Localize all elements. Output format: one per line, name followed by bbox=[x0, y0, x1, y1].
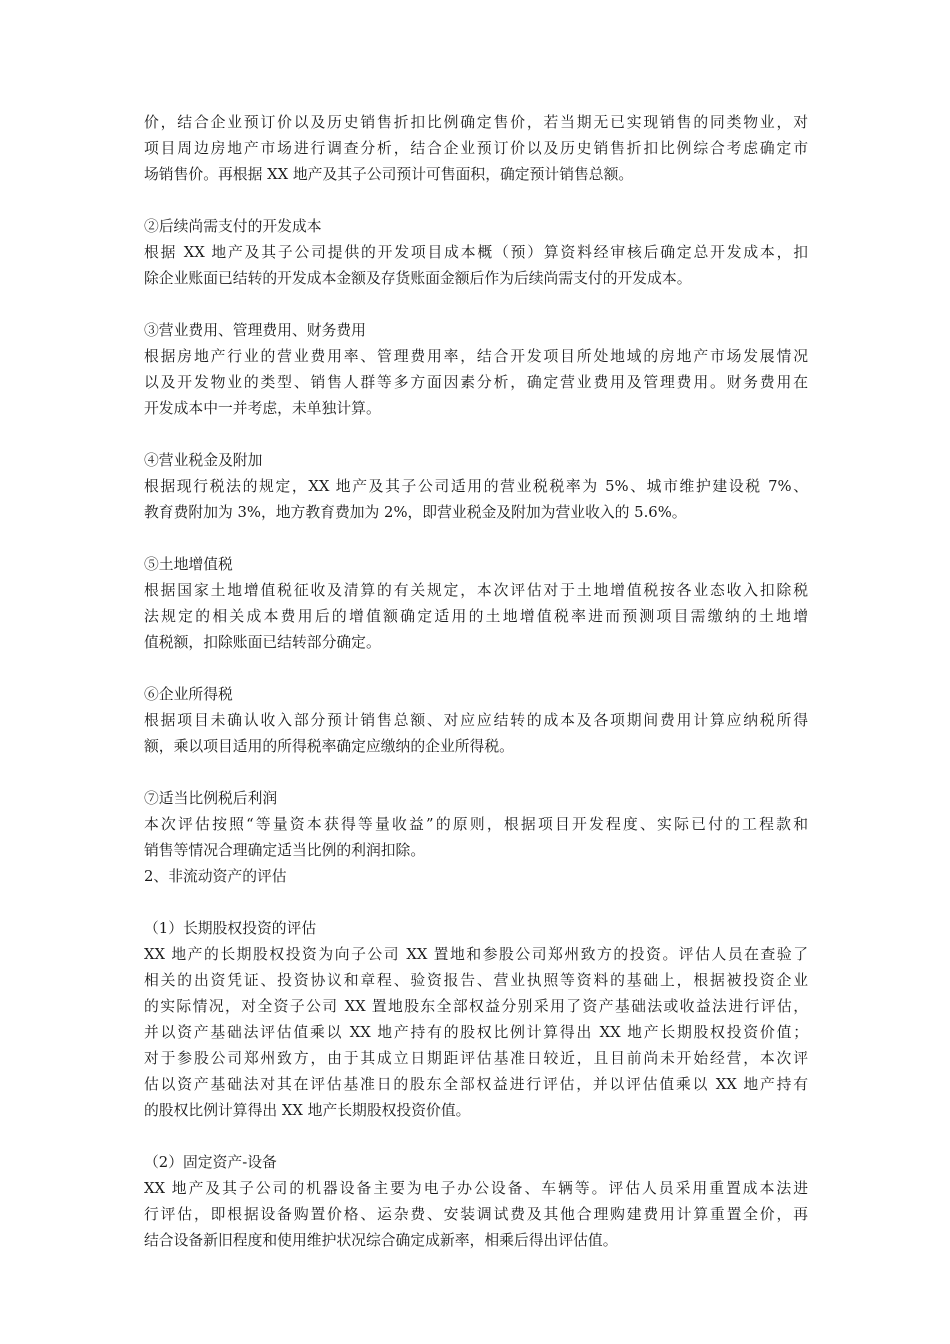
text-line: 的实际情况，对全资子公司 XX 置地股东全部权益分别采用了资产基础法或收益法进行评估， bbox=[144, 998, 808, 1015]
text-line: 以及开发物业的类型、销售人群等多方面因素分析，确定营业费用及管理费用。财务费用在 bbox=[144, 374, 808, 391]
section-heading: ⑤土地增值税 bbox=[144, 556, 233, 573]
text-line: 除企业账面已结转的开发成本金额及存货账面金额后作为后续尚需支付的开发成本。 bbox=[144, 270, 692, 287]
text-line: 值税额，扣除账面已结转部分确定。 bbox=[144, 634, 381, 651]
text-line: 本次评估按照“等量资本获得等量收益”的原则，根据项目开发程度、实际已付的工程款和 bbox=[144, 816, 808, 833]
paragraph bbox=[144, 344, 808, 422]
paragraph bbox=[144, 578, 808, 656]
paragraph bbox=[144, 474, 808, 526]
document-page bbox=[144, 110, 808, 1254]
section-heading: ④营业税金及附加 bbox=[144, 452, 263, 469]
text-line: 法规定的相关成本费用后的增值额确定适用的土地增值税率进而预测项目需缴纳的土地增 bbox=[144, 608, 808, 625]
text-line: 根据房地产行业的营业费用率、管理费用率，结合开发项目所处地域的房地产市场发展情况 bbox=[144, 348, 808, 365]
subsection-heading: （1）长期股权投资的评估 bbox=[144, 920, 317, 937]
text-line: 教育费附加为 3%，地方教育费加为 2%，即营业税金及附加为营业收入的 5.6%。 bbox=[144, 504, 687, 521]
section-heading: ⑥企业所得税 bbox=[144, 686, 233, 703]
text-line: 行评估，即根据设备购置价格、运杂费、安装调试费及其他合理购建费用计算重置全价，再 bbox=[144, 1206, 808, 1223]
text-line: 结合设备新旧程度和使用维护状况综合确定成新率，相乘后得出评估值。 bbox=[144, 1232, 618, 1249]
text-line: 根据 XX 地产及其子公司提供的开发项目成本概（预）算资料经审核后确定总开发成本，扣 bbox=[144, 244, 808, 261]
text-line: 对于参股公司郑州致方，由于其成立日期距评估基准日较近，且目前尚未开始经营，本次评 bbox=[144, 1050, 808, 1067]
text-line: 相关的出资凭证、投资协议和章程、验资报告、营业执照等资料的基础上，根据被投资企业 bbox=[144, 972, 808, 989]
text-line: 估以资产基础法对其在评估基准日的股东全部权益进行评估，并以评估值乘以 XX 地产持有 bbox=[144, 1076, 808, 1093]
text-line: 项目周边房地产市场进行调查分析，结合企业预订价以及历史销售折扣比例综合考虑确定市 bbox=[144, 140, 808, 157]
text-line: XX 地产的长期股权投资为向子公司 XX 置地和参股公司郑州致方的投资。评估人员在查验了 bbox=[144, 946, 808, 963]
section-heading: ③营业费用、管理费用、财务费用 bbox=[144, 322, 366, 339]
paragraph bbox=[144, 812, 808, 864]
text-line: 场销售价。再根据 XX 地产及其子公司预计可售面积，确定预计销售总额。 bbox=[144, 166, 634, 183]
section-heading: 2、非流动资产的评估 bbox=[144, 868, 287, 885]
text-line: 价，结合企业预订价以及历史销售折扣比例确定售价，若当期无已实现销售的同类物业，对 bbox=[144, 114, 808, 131]
text-line: XX 地产及其子公司的机器设备主要为电子办公设备、车辆等。评估人员采用重置成本法进 bbox=[144, 1180, 808, 1197]
text-line: 根据国家土地增值税征收及清算的有关规定，本次评估对于土地增值税按各业态收入扣除税 bbox=[144, 582, 808, 599]
section-heading: ⑦适当比例税后利润 bbox=[144, 790, 278, 807]
subsection-heading: （2）固定资产-设备 bbox=[144, 1154, 277, 1171]
text-line: 开发成本中一并考虑，未单独计算。 bbox=[144, 400, 381, 417]
paragraph bbox=[144, 240, 808, 292]
text-line: 并以资产基础法评估值乘以 XX 地产持有的股权比例计算得出 XX 地产长期股权投资价值； bbox=[144, 1024, 808, 1041]
text-line: 根据项目未确认收入部分预计销售总额、对应应结转的成本及各项期间费用计算应纳税所得 bbox=[144, 712, 808, 729]
section-heading: ②后续尚需支付的开发成本 bbox=[144, 218, 322, 235]
paragraph bbox=[144, 942, 808, 1124]
paragraph bbox=[144, 1176, 808, 1254]
paragraph bbox=[144, 110, 808, 188]
text-line: 销售等情况合理确定适当比例的利润扣除。 bbox=[144, 842, 426, 859]
text-line: 额，乘以项目适用的所得税率确定应缴纳的企业所得税。 bbox=[144, 738, 514, 755]
paragraph bbox=[144, 708, 808, 760]
text-line: 根据现行税法的规定，XX 地产及其子公司适用的营业税税率为 5%、城市维护建设税 7%、 bbox=[144, 478, 808, 495]
text-line: 的股权比例计算得出 XX 地产长期股权投资价值。 bbox=[144, 1102, 471, 1119]
